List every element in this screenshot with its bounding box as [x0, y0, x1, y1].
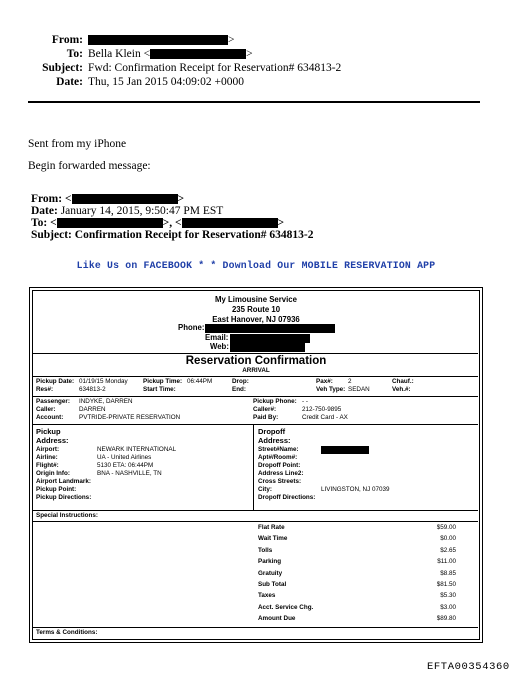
account: PVTRIDE-PRIVATE RESERVATION: [79, 414, 181, 421]
landmark-label: Airport Landmark:: [36, 478, 91, 485]
terms-label: Terms & Conditions:: [36, 629, 98, 636]
veh-type-label: Veh Type:: [316, 386, 346, 393]
fwd-date-label: Date:: [31, 205, 58, 217]
divider: [33, 510, 478, 511]
pax-label: Pax#:: [316, 378, 333, 385]
charge-label: Wait Time: [258, 535, 288, 543]
subject-label: Subject:: [42, 62, 83, 74]
charge-label: Acct. Service Chg.: [258, 603, 314, 611]
charge-label: Flat Rate: [258, 524, 285, 531]
redaction: [321, 446, 369, 454]
city-label: City:: [258, 486, 272, 493]
divider: [33, 376, 478, 377]
dropoff-heading-2: Address:: [258, 436, 291, 445]
res-label: Res#:: [36, 386, 54, 393]
receipt-title: Reservation Confirmation: [185, 355, 327, 367]
company-street: 235 Route 10: [231, 305, 281, 314]
dropoff-point-label: Dropoff Point:: [258, 462, 301, 469]
date-label: Date:: [56, 76, 83, 88]
account-label: Account:: [36, 414, 64, 421]
company-name: My Limousine Service: [215, 295, 297, 304]
from-label: From:: [51, 34, 83, 46]
charge-value: $3.00: [440, 603, 456, 611]
divider: [33, 521, 478, 522]
redaction: [57, 218, 163, 228]
charge-label: Sub Total: [258, 581, 287, 588]
redaction: [182, 218, 278, 228]
airline: UA - United Airlines: [97, 454, 152, 461]
charge-label: Parking: [258, 558, 282, 566]
dropoff-heading-1: Dropoff: [258, 427, 286, 436]
fwd-subject-label: Subject:: [31, 229, 72, 241]
charge-label: Taxes: [258, 592, 276, 600]
flight: 5130 ETA: 06:44PM: [97, 462, 154, 469]
start-time-label: Start Time:: [143, 386, 176, 393]
from-value: >: [88, 33, 235, 47]
receipt-subtitle: ARRIVAL: [242, 367, 270, 374]
company-city: East Hanover, NJ 07936: [212, 315, 300, 324]
subject-value: Fwd: Confirmation Receipt for Reservation# 634813-2: [88, 62, 342, 74]
divider: [253, 424, 254, 510]
origin-label: Origin Info:: [36, 470, 70, 477]
charge-value: $8.85: [440, 569, 456, 577]
charge-value: $5.30: [440, 592, 456, 600]
web-label: Web:: [210, 342, 229, 351]
redaction: [230, 334, 310, 343]
charge-value: $81.50: [436, 581, 456, 588]
charge-label: Amount Due: [258, 615, 296, 623]
chauf-label: Chauf.:: [392, 378, 414, 385]
pickup-point-label: Pickup Point:: [36, 486, 77, 493]
charge-value: $89.80: [436, 615, 456, 623]
pickup-date-label: Pickup Date:: [36, 378, 75, 385]
charge-label: Tolls: [258, 546, 273, 554]
flight-label: Flight#:: [36, 462, 59, 469]
cross-label: Cross Streets:: [258, 478, 302, 485]
document-id: EFTA00354360: [427, 661, 510, 673]
pickup-phone-label: Pickup Phone:: [253, 398, 297, 405]
airline-label: Airline:: [36, 454, 58, 461]
date-value: Thu, 15 Jan 2015 04:09:02 +0000: [88, 76, 244, 88]
charge-value: $0.00: [440, 535, 456, 543]
end-label: End:: [232, 386, 246, 393]
redaction: [230, 343, 305, 352]
drop-label: Drop:: [232, 378, 249, 385]
charge-value: $2.65: [440, 546, 456, 554]
pickup-heading-2: Address:: [36, 436, 69, 445]
caller-num: 212-750-9895: [302, 406, 342, 413]
fwd-to-label: To:: [31, 217, 48, 229]
begin-forwarded: Begin forwarded message:: [28, 160, 151, 172]
pax-value: 2: [348, 378, 352, 385]
redaction: [150, 49, 246, 59]
divider: [33, 424, 478, 425]
pickup-time-label: Pickup Time:: [143, 378, 183, 385]
res-value: 634813-2: [79, 386, 106, 393]
pickup-date: 01/19/15 Monday: [79, 378, 128, 385]
paid-by-label: Paid By:: [253, 414, 279, 421]
airport: NEWARK INTERNATIONAL: [97, 446, 177, 453]
veh-label: Veh.#:: [392, 386, 411, 393]
caller-num-label: Caller#:: [253, 406, 277, 413]
fwd-from-label: From:: [31, 193, 63, 205]
fwd-subject: Confirmation Receipt for Reservation# 634813-2: [74, 229, 314, 241]
promo-banner[interactable]: Like Us on FACEBOOK * * Download Our MOBILE RESERVATION APP: [76, 260, 436, 271]
divider: [33, 627, 478, 628]
special-label: Special Instructions:: [36, 512, 98, 519]
phone-label: Phone:: [178, 323, 205, 332]
city-value: LIVINGSTON, NJ 07039: [321, 486, 390, 493]
charge-value: $59.00: [436, 524, 456, 531]
charge-label: Gratuity: [258, 569, 283, 577]
veh-type: SEDAN: [348, 386, 370, 393]
street-label: Street#Name:: [258, 446, 299, 453]
caller-label: Caller:: [36, 406, 56, 413]
passenger: INDYKE, DARREN: [79, 398, 133, 405]
divider: [33, 396, 478, 397]
caller: DARREN: [79, 406, 106, 413]
passenger-label: Passenger:: [36, 398, 70, 405]
dropoff-directions-label: Dropoff Directions:: [258, 494, 316, 501]
pickup-phone: - -: [302, 398, 308, 405]
to-value: Bella Klein < >: [88, 48, 253, 60]
pickup-time: 06:44PM: [187, 378, 213, 385]
apt-label: Apt#/Room#:: [258, 454, 298, 461]
redaction: [88, 35, 228, 45]
redaction: [72, 194, 178, 204]
origin: BNA - NASHVILLE, TN: [97, 470, 162, 477]
fwd-date: January 14, 2015, 9:50:47 PM EST: [60, 205, 224, 217]
redaction: [205, 324, 335, 333]
pickup-heading-1: Pickup: [36, 427, 61, 436]
charge-value: $11.00: [437, 558, 456, 566]
paid-by: Credit Card - AX: [302, 414, 348, 421]
pickup-directions-label: Pickup Directions:: [36, 494, 92, 501]
email-label: Email:: [205, 333, 229, 342]
airport-label: Airport:: [36, 446, 60, 453]
to-label: To:: [66, 48, 83, 60]
sent-from: Sent from my iPhone: [28, 138, 127, 150]
header-divider: [28, 101, 480, 103]
address2-label: Address Line2:: [258, 470, 304, 477]
